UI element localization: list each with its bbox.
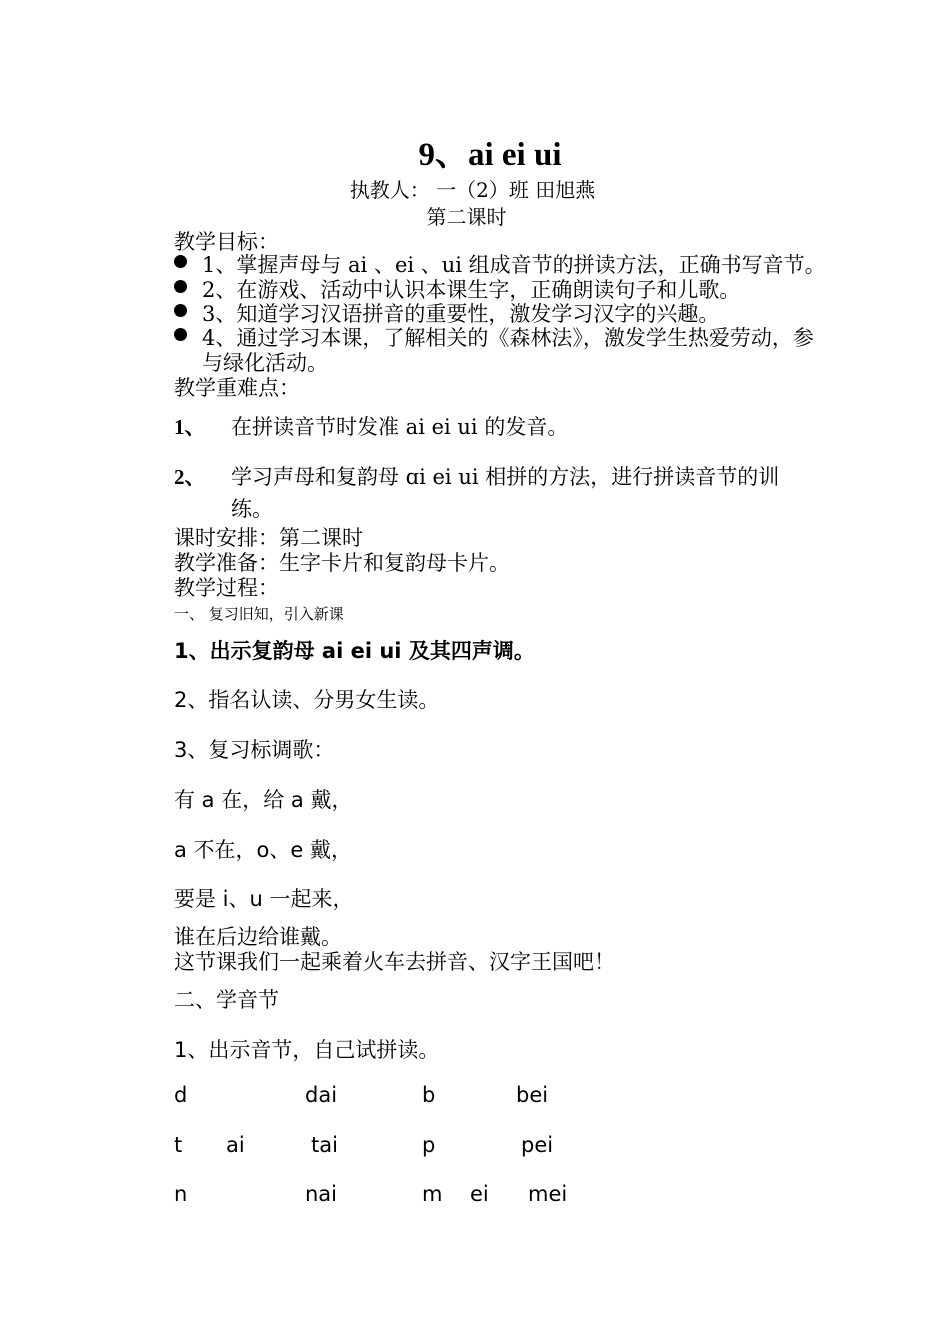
key-point-text-continued: 练。 (231, 497, 273, 521)
objective-item: 4、通过学习本课，了解相关的《森林法》，激发学生热爱劳动，参 (202, 326, 814, 350)
syllable-cell: tai (311, 1133, 338, 1157)
syllable-cell: bei (516, 1083, 549, 1107)
process-heading: 教学过程： (174, 576, 279, 600)
syllable-cell: mei (528, 1182, 568, 1206)
transition-line: 这节课我们一起乘着火车去拼音、汉字王国吧！ (174, 950, 615, 974)
tone-song-line: 谁在后边给谁戴。 (174, 925, 342, 949)
bullet-icon (174, 280, 187, 293)
key-point-text: 学习声母和复韵母 ɑi ei ui 相拼的方法，进行拼读音节的训 (231, 465, 780, 489)
syllable-cell: m (422, 1182, 443, 1206)
tone-song-line: 要是 i、u 一起来， (174, 887, 354, 911)
syllable-cell: dai (305, 1083, 338, 1107)
section-one-step: 1、出示复韵母 ai ei ui 及其四声调。 (174, 639, 535, 663)
bullet-icon (174, 328, 187, 341)
tone-song-line: a 不在，o、e 戴， (174, 838, 352, 862)
syllable-cell: d (174, 1083, 188, 1107)
objective-item: 2、在游戏、活动中认识本课生字，正确朗读句子和儿歌。 (202, 278, 741, 302)
tone-song-line: 有 a 在，给 a 戴， (174, 788, 353, 812)
key-points-heading: 教学重难点： (174, 376, 300, 400)
key-point-number: 1、 (174, 415, 206, 439)
syllable-cell: ai (226, 1133, 245, 1157)
bullet-icon (174, 304, 187, 317)
lesson-period: 第二课时 (426, 205, 507, 229)
section-one-step: 3、复习标调歌： (174, 738, 335, 762)
section-one-step: 2、指名认读、分男女生读。 (174, 688, 440, 712)
teacher-line: 执教人： 一（2）班 田旭燕 (349, 178, 596, 202)
objective-item: 1、掌握声母与 ai 、ei 、ui 组成音节的拼读方法，正确书写音节。 (202, 253, 826, 277)
objective-item-continued: 与绿化活动。 (202, 351, 328, 375)
syllable-cell: nai (305, 1182, 338, 1206)
syllable-cell: pei (521, 1133, 554, 1157)
objectives-heading: 教学目标： (174, 230, 279, 254)
syllable-cell: n (174, 1182, 188, 1206)
syllable-cell: p (422, 1133, 436, 1157)
bullet-icon (174, 255, 187, 268)
section-two-heading: 二、学音节 (174, 988, 279, 1012)
schedule-line: 课时安排：第二课时 (174, 526, 363, 550)
preparation-line: 教学准备：生字卡片和复韵母卡片。 (174, 551, 510, 575)
syllable-cell: ei (470, 1182, 489, 1206)
lesson-title: 9、ai ei ui (418, 137, 562, 173)
key-point-text: 在拼读音节时发准 ai ei ui 的发音。 (231, 415, 569, 439)
objective-item: 3、知道学习汉语拼音的重要性，激发学习汉字的兴趣。 (202, 302, 720, 326)
syllable-cell: b (422, 1083, 436, 1107)
syllable-cell: t (174, 1133, 183, 1157)
key-point-number: 2、 (174, 465, 206, 489)
section-two-step: 1、出示音节，自己试拼读。 (174, 1038, 440, 1062)
section-one-heading: 一、 复习旧知，引入新课 (174, 605, 344, 623)
